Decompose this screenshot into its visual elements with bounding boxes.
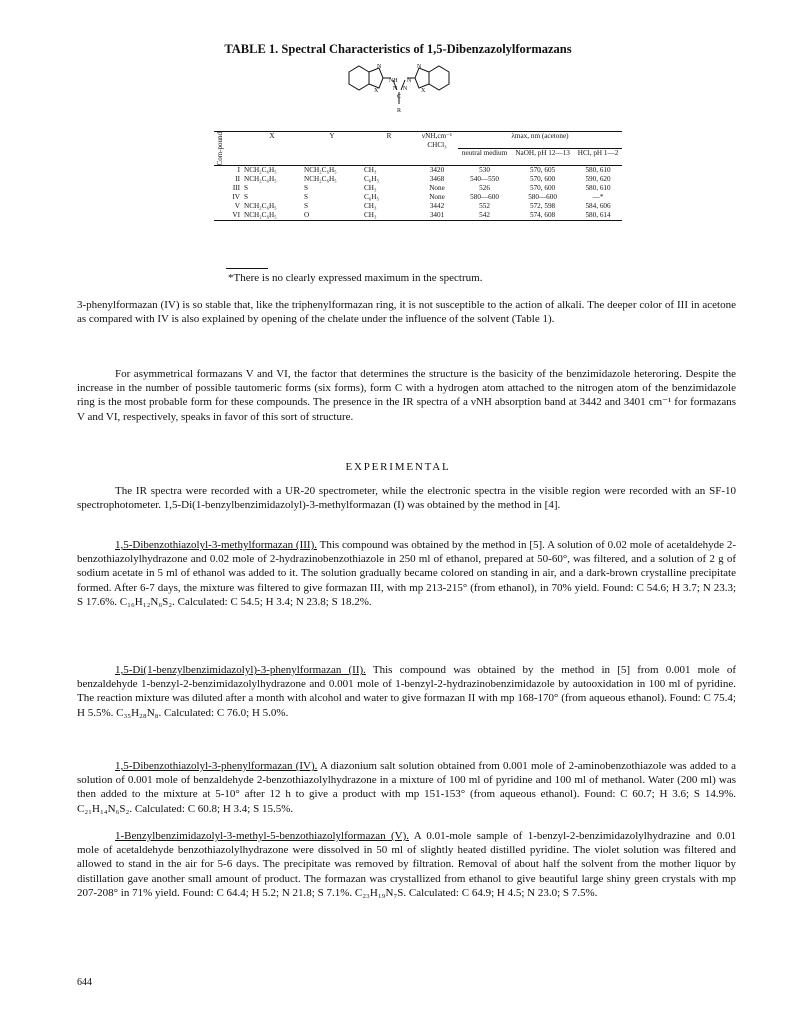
table-title: TABLE 1. Spectral Characteristics of 1,5-Dibenzazolylformazans: [224, 42, 572, 56]
column-header: R: [362, 132, 416, 166]
column-header: Y: [302, 132, 362, 166]
page-number: 644: [77, 977, 92, 988]
column-group-header: λmax, nm (acetone): [458, 132, 622, 149]
paragraph-3: The IR spectra were recorded with a UR-20 spectrometer, while the electronic spectra in the visible region were recorded with an SF-10 spectrophotometer. 1,5-Di(1-benzylbenzimidazolyl)-3-methylformazan (I) was obtained by the method in [4].: [77, 485, 736, 512]
structure-label: R: [397, 108, 402, 114]
column-header: Com-pound: [214, 132, 242, 166]
column-header: NaOH, pH 12—13: [511, 149, 574, 166]
table-row: IV S S C₆H₅ None 580—600 580—600 —*: [232, 193, 604, 202]
column-header: HCl, pH 1—2: [574, 149, 622, 166]
paragraph-1: 3-phenylformazan (IV) is so stable that, like the triphenylformazan ring, it is not susceptible to the action of alkali. The deeper color of III in acetone as compared with IV is also explained by opening of the chelate under the influence of the solvent (Table 1).: [77, 299, 736, 326]
structure-label: N: [377, 64, 382, 70]
structure-label: NH: [389, 78, 398, 84]
formazan-structure-diagram: [343, 60, 455, 120]
column-header: νNH,cm⁻¹ CHCl₃: [416, 132, 458, 166]
compound-heading: 1-Benzylbenzimidazolyl-3-methyl-5-benzothiazolylformazan (V).: [115, 830, 409, 842]
compound-heading: 1,5-Di(1-benzylbenzimidazolyl)-3-phenylformazan (II).: [115, 664, 366, 676]
compound-heading: 1,5-Dibenzothiazolyl-3-phenylformazan (IV).: [115, 760, 318, 772]
structure-label: N: [417, 64, 422, 70]
table-footnote: *There is no clearly expressed maximum in the spectrum.: [228, 272, 483, 284]
table-row: V NCH₂C₆H₅ S CH₃ 3442 552 572, 598 584, 606: [234, 202, 611, 211]
spectral-table: [214, 131, 622, 221]
paragraph-4: [77, 538, 736, 609]
structure-label: N: [407, 78, 412, 84]
structure-label: C: [397, 94, 402, 100]
structure-label: N: [403, 86, 408, 92]
table-row: III S S CH₃ None 526 570, 600 580, 610: [232, 184, 611, 193]
table-row: I NCH₂C₆H₅ NCH₂C₆H₅ CH₃ 3420 530 570, 605 580, 610: [237, 166, 611, 175]
paragraph-7: [77, 829, 736, 900]
compound-heading: 1,5-Dibenzothiazolyl-3-methylformazan (III).: [115, 539, 317, 551]
paragraph-text: This compound was obtained by the method in [5] from 0.001 mole of benzaldehyde 1-benzyl-2-benzimidazolylhydrazone and 0.001 mole of 1-benzyl-2-hydrazinobenzimidazole by autooxidation in 100 ml of pyridine. The reaction mixture was diluted after a month with alcohol and water to give formazan II with mp 168-170° (from aqueous ethanol). Found: C 75.4; H 5.5%. C₃₅H₂₈N₈. Calculated: C 76.0; H 5.0%.: [77, 664, 736, 719]
structure-label: N: [393, 86, 398, 92]
paragraph-text: A diazonium salt solution obtained from 0.001 mole of 2-aminobenzothiazole was added to a solution of 0.001 mole of benzaldehyde 2-benzothiazolylhydrazone in a mixture of 100 ml of pyridine and 100 ml of methanol. Water (200 ml) was then added to the mixture at 5-10° after 12 h to give a product with mp 151-153° (from aqueous ethanol). Found: C 60.7; H 3.6; S 14.9%. C₂₁H₁₄N₆S₂. Calculated: C 60.8; H 3.4; S 15.5%.: [77, 760, 736, 815]
column-header: neutral medium: [458, 149, 511, 166]
paragraph-5: [77, 663, 736, 720]
structure-label: X: [421, 88, 426, 94]
paragraph-2: For asymmetrical formazans V and VI, the factor that determines the structure is the basicity of the benzimidazole heteroring. Despite the increase in the number of possible tautomeric forms (six forms), form C with a hydrogen atom attached to the nitrogen atom of the benzimidazole ring is the most probable form for these compounds. The presence in the IR spectra of a νNH absorption band at 3442 and 3401 cm⁻¹ for formazans V and VI, respectively, speaks in favor of this sort of structure.: [77, 368, 736, 423]
section-heading: EXPERIMENTAL: [345, 461, 451, 473]
structure-label: X: [374, 88, 379, 94]
table-row: II NCH₂C₆H₅ NCH₂C₆H₅ C₆H₅ 3468 540—550 570, 600 590, 620: [235, 175, 611, 184]
footnote-rule: [226, 268, 268, 269]
paragraph-text: This compound was obtained by the method in [5]. A solution of 0.02 mole of acetaldehyde 2-benzothiazolylhydrazone and 0.02 mole of 2-hydrazinobenzothiazole in 250 ml of ethanol, prepared at 50-60°, was filtered, and a solution of 2 g of sodium acetate in 5 ml of ethanol was added to it. The solution gradually became colored on standing in air, and a dark-brown crystalline precipitate formed. After 6-7 days, the mixture was filtered to give formazan III, with mp 213-215° (from ethanol), in 70% yield. Found: C 54.6; H 3.7; N 23.3; S 17.6%. C₁₆H₁₂N₆S₂. Calculated: C 54.5; H 3.4; N 23.8; S 18.2%.: [77, 539, 736, 608]
column-header: X: [242, 132, 302, 166]
paragraph-6: [77, 759, 736, 816]
table-row: VI NCH₂C₆H₅ O CH₃ 3401 542 574, 608 580, 614: [214, 211, 622, 221]
paragraph-text: A 0.01-mole sample of 1-benzyl-2-benzimidazolylhydrazine and 0.01 mole of acetaldehyde benzothiazolylhydrazone were dissolved in 50 ml of slightly heated distilled pyridine. The violet solution was filtered and allowed to stand in the air for 5-6 days. The precipitate was removed by filtration. Removal of about half the solvent from the mother liquor by distillation gave another small amount of product. The formazan was crystallized from ethanol to give beautiful large shiny green crystals with mp 207-208° in 71% yield. Found: C 64.4; H 5.2; N 21.8; S 7.1%. C₂₃H₁₉N₇S. Calculated: C 64.9; H 4.5; N 23.0; S 7.5%.: [77, 830, 737, 899]
